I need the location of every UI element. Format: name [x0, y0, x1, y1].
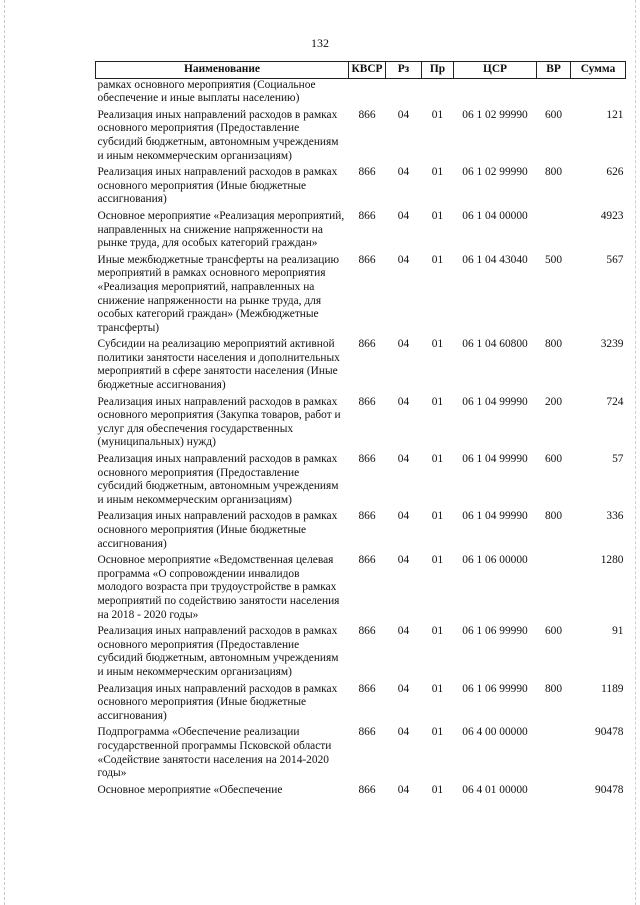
row-rz-cell: 04 [397, 108, 410, 121]
row-vr-cell: 600 [544, 625, 563, 638]
row-rz-cell: 04 [397, 625, 410, 638]
row-csr-cell: 06 4 00 00000 [462, 726, 528, 739]
table-row [96, 210, 626, 254]
row-sum-cell: 1189 [601, 682, 624, 695]
row-pr-cell: 01 [431, 253, 444, 266]
row-rz-cell: 04 [397, 554, 410, 567]
row-vr-cell [537, 784, 571, 801]
row-name-cell: Основное мероприятие «Ведомственная целевая программа «О сопровождении инвалидов молодого возраста при трудоустройстве в рамках мероприятий по содействию занятости населения на 2018 - 2020 годы» [97, 554, 340, 621]
row-kvsr-cell: 866 [358, 166, 376, 179]
table-row [96, 683, 626, 727]
row-name-cell: Основное мероприятие «Реализация мероприятий, направленных на снижение напряженности на рынке труда, для особых категорий граждан» [97, 209, 345, 250]
row-sum-cell: 4923 [600, 209, 624, 222]
row-sum-cell [571, 78, 626, 109]
row-kvsr-cell: 866 [358, 253, 376, 266]
row-vr-cell: 800 [544, 338, 563, 351]
row-name-cell: Реализация иных направлений расходов в рамках основного мероприятия (Иные бюджетные ассигнования) [97, 510, 338, 550]
row-kvsr-cell: 866 [358, 453, 376, 466]
row-rz-cell: 04 [397, 209, 410, 222]
row-csr-cell: 06 1 04 99990 [462, 510, 528, 523]
row-pr-cell: 01 [431, 682, 444, 695]
row-csr-cell: 06 1 06 99990 [462, 682, 528, 695]
row-rz-cell: 04 [397, 682, 410, 695]
row-kvsr-cell: 866 [358, 510, 376, 523]
row-sum-cell: 90478 [595, 783, 624, 796]
row-csr-cell: 06 1 04 99990 [462, 453, 528, 466]
row-pr-cell: 01 [431, 108, 444, 121]
row-vr-cell: 500 [544, 253, 563, 266]
row-sum-cell: 626 [606, 166, 624, 179]
row-rz-cell: 04 [397, 726, 410, 739]
row-csr-cell: 06 1 06 00000 [462, 554, 528, 567]
row-name-cell: рамках основного мероприятия (Социальное обеспечение и иные выплаты населению) [97, 78, 316, 105]
row-csr-cell: 06 1 04 00000 [462, 209, 528, 222]
row-name-cell: Реализация иных направлений расходов в рамках основного мероприятия (Предоставление субсидий бюджетным, автономным учреждениям и иным некоммерческим организациям) [97, 108, 339, 162]
row-sum-cell: 3239 [600, 338, 624, 351]
row-csr-cell [454, 78, 537, 109]
row-vr-cell: 600 [544, 108, 563, 121]
table-row [96, 396, 626, 453]
row-kvsr-cell: 866 [358, 783, 376, 796]
row-pr-cell: 01 [431, 453, 444, 466]
column-header-sum: Сумма [571, 62, 626, 79]
row-pr-cell: 01 [431, 338, 444, 351]
table-row [96, 625, 626, 682]
row-pr-cell: 01 [431, 625, 444, 638]
row-name-cell: Субсидии на реализацию мероприятий активной политики занятости населения и дополнительных мероприятий в сфере занятости населения (Иные бюджетные ассигнования) [97, 338, 340, 392]
row-pr-cell: 01 [431, 209, 444, 222]
row-name-cell: Реализация иных направлений расходов в рамках основного мероприятия (Закупка товаров, работ и услуг для обеспечения государственных (муниципальных) нужд) [97, 395, 341, 449]
row-vr-cell [537, 726, 571, 783]
table-row [96, 726, 626, 783]
table-row [96, 510, 626, 554]
table-row [96, 109, 626, 166]
row-rz-cell: 04 [397, 453, 410, 466]
table-row [96, 453, 626, 510]
row-sum-cell: 121 [606, 108, 624, 121]
table-body [96, 78, 626, 800]
column-header-vr: ВР [537, 62, 571, 79]
column-header-pr: Пр [422, 62, 454, 79]
row-vr-cell: 200 [544, 395, 563, 408]
column-header-csr: ЦСР [454, 62, 537, 79]
page-number: 132 [311, 36, 329, 50]
row-sum-cell: 57 [612, 453, 624, 466]
row-pr-cell: 01 [431, 726, 444, 739]
row-sum-cell: 567 [606, 253, 624, 266]
row-kvsr-cell: 866 [358, 395, 376, 408]
row-pr-cell: 01 [431, 554, 444, 567]
row-csr-cell: 06 1 04 60800 [462, 338, 528, 351]
row-kvsr-cell: 866 [358, 338, 376, 351]
row-sum-cell: 724 [606, 395, 624, 408]
table-row [96, 166, 626, 210]
row-pr-cell: 01 [431, 783, 444, 796]
row-vr-cell: 800 [544, 682, 563, 695]
row-rz-cell: 04 [397, 510, 410, 523]
row-vr-cell [537, 210, 571, 254]
row-name-cell: Реализация иных направлений расходов в рамках основного мероприятия (Предоставление субсидий бюджетным, автономным учреждениям и иным некоммерческим организациям) [97, 453, 339, 506]
table-row [96, 78, 626, 109]
row-pr-cell: 01 [431, 510, 444, 523]
row-rz-cell: 04 [397, 395, 410, 408]
table-row [96, 338, 626, 395]
row-rz-cell [386, 78, 422, 109]
row-vr-cell [537, 78, 571, 109]
row-kvsr-cell [349, 78, 386, 109]
row-name-cell: Иные межбюджетные трансферты на реализацию мероприятий в рамках основного мероприятия «Реализация мероприятий, направленных на снижение напряженности на рынке труда, для особых категорий граждан» (Межбюджетные трансферты) [97, 253, 339, 334]
column-header-kvsr: КВСР [349, 62, 386, 79]
row-sum-cell: 1280 [600, 554, 624, 567]
row-pr-cell: 01 [431, 166, 444, 179]
row-rz-cell: 04 [397, 783, 410, 796]
column-header-rz: Рз [386, 62, 422, 79]
row-kvsr-cell: 866 [358, 625, 376, 638]
row-rz-cell: 04 [397, 253, 410, 266]
row-name-cell: Основное мероприятие «Обеспечение [97, 783, 283, 796]
row-csr-cell: 06 1 04 99990 [462, 395, 528, 408]
row-vr-cell: 600 [544, 453, 563, 466]
row-vr-cell: 800 [544, 510, 563, 523]
row-vr-cell [537, 554, 571, 625]
table-row [96, 554, 626, 625]
row-kvsr-cell: 866 [358, 108, 376, 121]
table-header [96, 62, 626, 79]
row-csr-cell: 06 1 02 99990 [462, 108, 528, 121]
row-kvsr-cell: 866 [358, 554, 376, 567]
column-header-name: Наименование [96, 62, 349, 79]
row-rz-cell: 04 [397, 338, 410, 351]
row-kvsr-cell: 866 [358, 209, 376, 222]
row-sum-cell: 90478 [595, 726, 624, 739]
row-sum-cell: 336 [606, 510, 624, 523]
row-csr-cell: 06 4 01 00000 [462, 783, 528, 796]
row-name-cell: Подпрограмма «Обеспечение реализации государственной программы Псковской области «Содействие занятости населения на 2014-2020 годы» [97, 726, 332, 780]
row-csr-cell: 06 1 02 99990 [462, 166, 528, 179]
row-name-cell: Реализация иных направлений расходов в рамках основного мероприятия (Иные бюджетные ассигнования) [97, 166, 338, 206]
row-csr-cell: 06 1 04 43040 [462, 253, 528, 266]
row-name-cell: Реализация иных направлений расходов в рамках основного мероприятия (Иные бюджетные ассигнования) [97, 682, 338, 722]
scan-edge-right [635, 0, 637, 905]
row-kvsr-cell: 866 [358, 682, 376, 695]
table-row [96, 784, 626, 801]
row-csr-cell: 06 1 06 99990 [462, 625, 528, 638]
row-pr-cell: 01 [431, 395, 444, 408]
row-kvsr-cell: 866 [358, 726, 376, 739]
budget-table [95, 61, 626, 800]
row-name-cell: Реализация иных направлений расходов в рамках основного мероприятия (Предоставление субсидий бюджетным, автономным учреждениям и иным некоммерческим организациям) [97, 625, 339, 678]
table-row [96, 254, 626, 339]
row-pr-cell [422, 78, 454, 109]
row-sum-cell: 91 [612, 625, 624, 638]
scan-edge-left [4, 0, 6, 905]
row-rz-cell: 04 [397, 166, 410, 179]
row-vr-cell: 800 [544, 166, 563, 179]
